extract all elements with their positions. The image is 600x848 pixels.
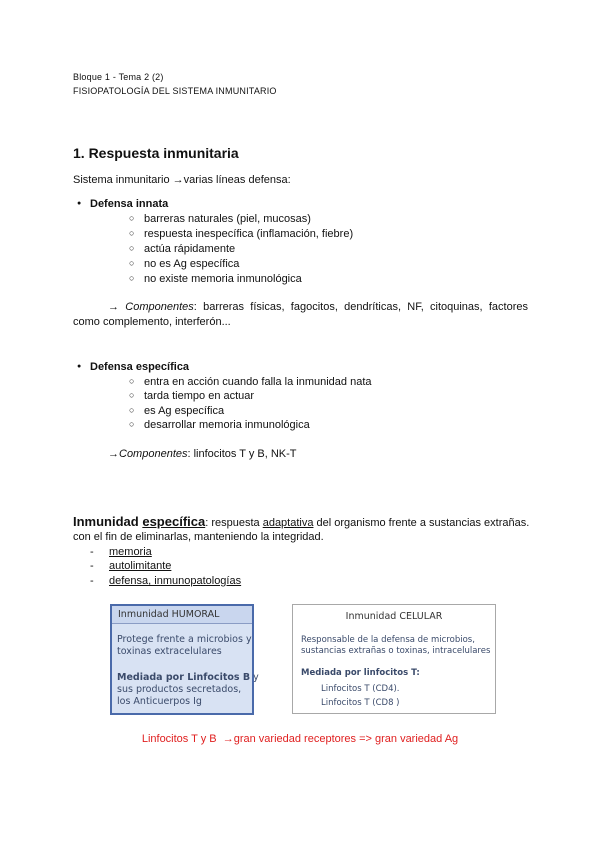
celular-desc-1: Responsable de la defensa de microbios,: [301, 635, 475, 645]
humoral-mediada-2: sus productos secretados,: [117, 684, 242, 695]
celular-box: [292, 604, 496, 714]
arrow-icon: →: [108, 448, 119, 460]
componentes-label: Componentes: [125, 301, 194, 313]
bullet-defensa-especifica: ● Defensa específica: [90, 361, 189, 373]
componentes-text: : barreras físicas, fagocitos, dendríticas, NF, citoquinas, factores: [193, 301, 528, 313]
dash-item-defensa: - defensa, inmunopatologías: [109, 575, 241, 587]
line1-adaptativa: adaptativa: [262, 517, 314, 529]
arrow-icon: →: [108, 301, 119, 313]
list-item: ○ respuesta inespecífica (inflamación, fiebre): [144, 228, 353, 240]
celular-mediada: Mediada por linfocitos T:: [301, 668, 420, 678]
list-item: ○ tarda tiempo en actuar: [144, 390, 254, 402]
componentes-especifica: [108, 448, 297, 460]
list-item: ○ es Ag específica: [144, 405, 224, 417]
list-item: ○ desarrollar memoria inmunológica: [144, 419, 310, 431]
celular-desc-2: sustancias extrañas o toxinas, intracelulares: [301, 646, 491, 656]
list-item: ○ barreras naturales (piel, mucosas): [144, 213, 311, 225]
humoral-desc-2: toxinas extracelulares: [117, 646, 222, 657]
humoral-mediada-rest: y: [250, 672, 259, 683]
section-intro: Sistema inmunitario →varias líneas defensa:: [73, 174, 291, 186]
celular-cd8: Linfocitos T (CD8 ): [321, 698, 400, 708]
lead-bold: Inmunidad: [73, 514, 139, 529]
bullet-defensa-innata: ● Defensa innata: [90, 198, 168, 210]
list-item: ○ no es Ag específica: [144, 258, 239, 270]
componentes-text: : linfocitos T y B, NK-T: [187, 448, 297, 460]
dash-item-autolimitante: - autolimitante: [109, 560, 171, 572]
doc-title: FISIOPATOLOGÍA DEL SISTEMA INMUNITARIO: [73, 86, 277, 96]
componentes-label: Componentes: [119, 448, 188, 460]
humoral-mediada-bold: Mediada por Linfocitos B: [117, 672, 251, 683]
linfocitos-note: Linfocitos T y B →gran variedad receptores => gran variedad Ag: [141, 733, 459, 745]
humoral-title: Inmunidad HUMORAL: [112, 606, 252, 624]
componentes-innata-line1: [108, 301, 528, 313]
dash-item-memoria: - memoria: [109, 546, 152, 558]
doc-subtitle: Bloque 1 - Tema 2 (2): [73, 72, 164, 82]
section-heading: 1. Respuesta inmunitaria: [73, 145, 239, 161]
list-item: ○ actúa rápidamente: [144, 243, 235, 255]
humoral-mediada-3: los Anticuerpos Ig: [117, 696, 202, 707]
celular-title: Inmunidad CELULAR: [345, 611, 443, 622]
humoral-box: [110, 604, 259, 715]
humoral-desc-1: Protege frente a microbios y: [117, 634, 252, 645]
inmunidad-especifica-line2: con el fin de eliminarlas, manteniendo la integridad.: [73, 531, 324, 543]
list-item: ○ no existe memoria inmunológica: [144, 273, 302, 285]
inmunidad-especifica-line1: [73, 514, 531, 529]
line1-part-a: : respuesta: [205, 517, 263, 529]
celular-cd4: Linfocitos T (CD4).: [321, 684, 400, 694]
lead-underlined: específica: [142, 514, 206, 529]
line1-part-c: del organismo frente a sustancias extrañas.: [313, 517, 530, 529]
humoral-mediada-1: [117, 672, 259, 684]
componentes-innata-line2: como complemento, interferón...: [73, 316, 231, 328]
list-item: ○ entra en acción cuando falla la inmunidad nata: [144, 376, 372, 388]
